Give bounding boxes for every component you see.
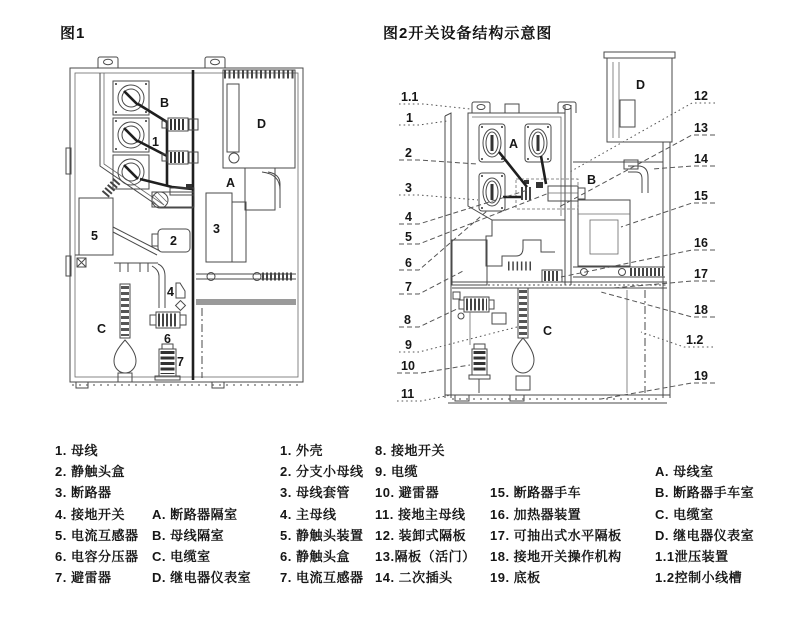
legend-item: 2. 静触头盒 — [55, 464, 125, 480]
legend-item: 3. 母线套管 — [280, 485, 350, 501]
fig2-callout-7: 7 — [405, 280, 412, 294]
legend-item: A. 断路器隔室 — [152, 506, 238, 522]
legend-item: 1. 母线 — [55, 443, 98, 458]
fig2-callout-9: 9 — [405, 338, 412, 352]
legend-item: 18. 接地开关操作机构 — [490, 548, 622, 564]
fig2-callout-18: 18 — [694, 303, 708, 317]
legend-item: D. 继电器仪表室 — [655, 527, 755, 543]
legend-item: B. 母线隔室 — [152, 527, 225, 543]
fig2-callout-1-1: 1.1 — [401, 90, 419, 104]
fig2-callout-10: 10 — [401, 359, 415, 373]
fig2-callout-1-2: 1.2 — [686, 333, 704, 347]
fig1-label-A: A — [226, 176, 236, 190]
fig1-label-7: 7 — [177, 355, 184, 369]
legend-fig2-items-c — [490, 482, 622, 588]
figure-1-drawing — [66, 57, 303, 388]
fig2-spout-top-right — [525, 124, 551, 162]
fig2-spout-lower — [479, 173, 505, 211]
fig2-callout-14: 14 — [694, 152, 708, 166]
fig2-label-A: A — [509, 137, 519, 151]
fig2-callout-1: 1 — [406, 111, 413, 125]
fig2-callout-6: 6 — [405, 256, 412, 270]
fig2-callout-2: 2 — [405, 146, 412, 160]
fig2-callout-15: 15 — [694, 189, 708, 203]
legend-item: 3. 断路器 — [55, 485, 112, 501]
legend-item: C. 电缆室 — [152, 548, 211, 564]
legend-item: 5. 静触头装置 — [280, 527, 364, 543]
legend-item: 1.2控制小线槽 — [655, 570, 743, 586]
fig1-bushing-top — [113, 81, 149, 115]
legend-item: 17. 可抽出式水平隔板 — [490, 527, 622, 543]
figure-2-drawing — [397, 52, 715, 403]
fig2-callout-17: 17 — [694, 267, 708, 281]
fig1-bushing-middle — [113, 118, 149, 152]
figure-1-title: 图1 — [60, 25, 86, 42]
fig1-label-B: B — [160, 96, 170, 110]
fig2-callout-5: 5 — [405, 230, 412, 244]
fig1-label-3: 3 — [213, 222, 220, 236]
legend-item: 8. 接地开关 — [375, 443, 445, 458]
legend-item: 5. 电流互感器 — [55, 527, 139, 543]
legend-item: 12. 装卸式隔板 — [375, 527, 467, 543]
legend-item: B. 断路器手车室 — [655, 485, 755, 501]
legend-fig1-compartments — [152, 504, 251, 589]
legend-fig2-items-b — [375, 440, 476, 588]
fig2-label-B: B — [587, 173, 597, 187]
fig1-label-1: 1 — [152, 135, 159, 149]
fig2-callout-19: 19 — [694, 369, 708, 383]
legend-item: 9. 电缆 — [375, 464, 418, 480]
fig2-callout-3: 3 — [405, 181, 412, 195]
legend-item: 13.隔板（活门） — [375, 548, 476, 564]
fig1-label-6: 6 — [164, 332, 171, 346]
legend-item: 14. 二次插头 — [375, 570, 453, 586]
fig2-callout-4: 4 — [405, 210, 412, 224]
legend-item: 4. 主母线 — [280, 506, 337, 522]
legend-item: 11. 接地主母线 — [375, 506, 466, 522]
legend-item: 6. 电容分压器 — [55, 548, 139, 564]
fig2-callout-8: 8 — [404, 313, 411, 327]
fig1-label-4: 4 — [167, 285, 174, 299]
legend-item: 1.1泄压装置 — [655, 548, 729, 564]
fig1-label-5: 5 — [91, 229, 98, 243]
fig2-callout-12: 12 — [694, 89, 708, 103]
legend-item: C. 电缆室 — [655, 506, 714, 522]
legend-fig2-items-a — [280, 440, 363, 588]
fig2-label-D: D — [636, 78, 646, 92]
fig2-label-C: C — [543, 324, 553, 338]
fig1-label-C: C — [97, 322, 107, 336]
legend-item: 2. 分支小母线 — [280, 464, 364, 480]
legend-item: 19. 底板 — [490, 570, 541, 586]
figure-2-title: 图2开关设备结构示意图 — [383, 25, 553, 42]
legend-item: 7. 电流互感器 — [280, 570, 364, 586]
legend-item: 10. 避雷器 — [375, 485, 440, 501]
legend-item: 6. 静触头盒 — [280, 548, 350, 564]
legend-item: 15. 断路器手车 — [490, 485, 582, 501]
legend-item: 4. 接地开关 — [55, 506, 125, 522]
legend-fig2-compartments — [655, 461, 754, 588]
fig2-callout-13: 13 — [694, 121, 708, 135]
legend-item: 16. 加热器装置 — [490, 506, 582, 522]
fig2-callout-11: 11 — [401, 387, 415, 401]
legend-item: D. 继电器仪表室 — [152, 570, 252, 586]
fig1-label-D: D — [257, 117, 267, 131]
fig2-callout-16: 16 — [694, 236, 708, 250]
legend-item: A. 母线室 — [655, 464, 714, 480]
legend-item: 7. 避雷器 — [55, 570, 112, 586]
fig1-label-2: 2 — [170, 234, 177, 248]
legend-fig1-items — [55, 440, 138, 588]
legend-item: 1. 外壳 — [280, 443, 323, 458]
